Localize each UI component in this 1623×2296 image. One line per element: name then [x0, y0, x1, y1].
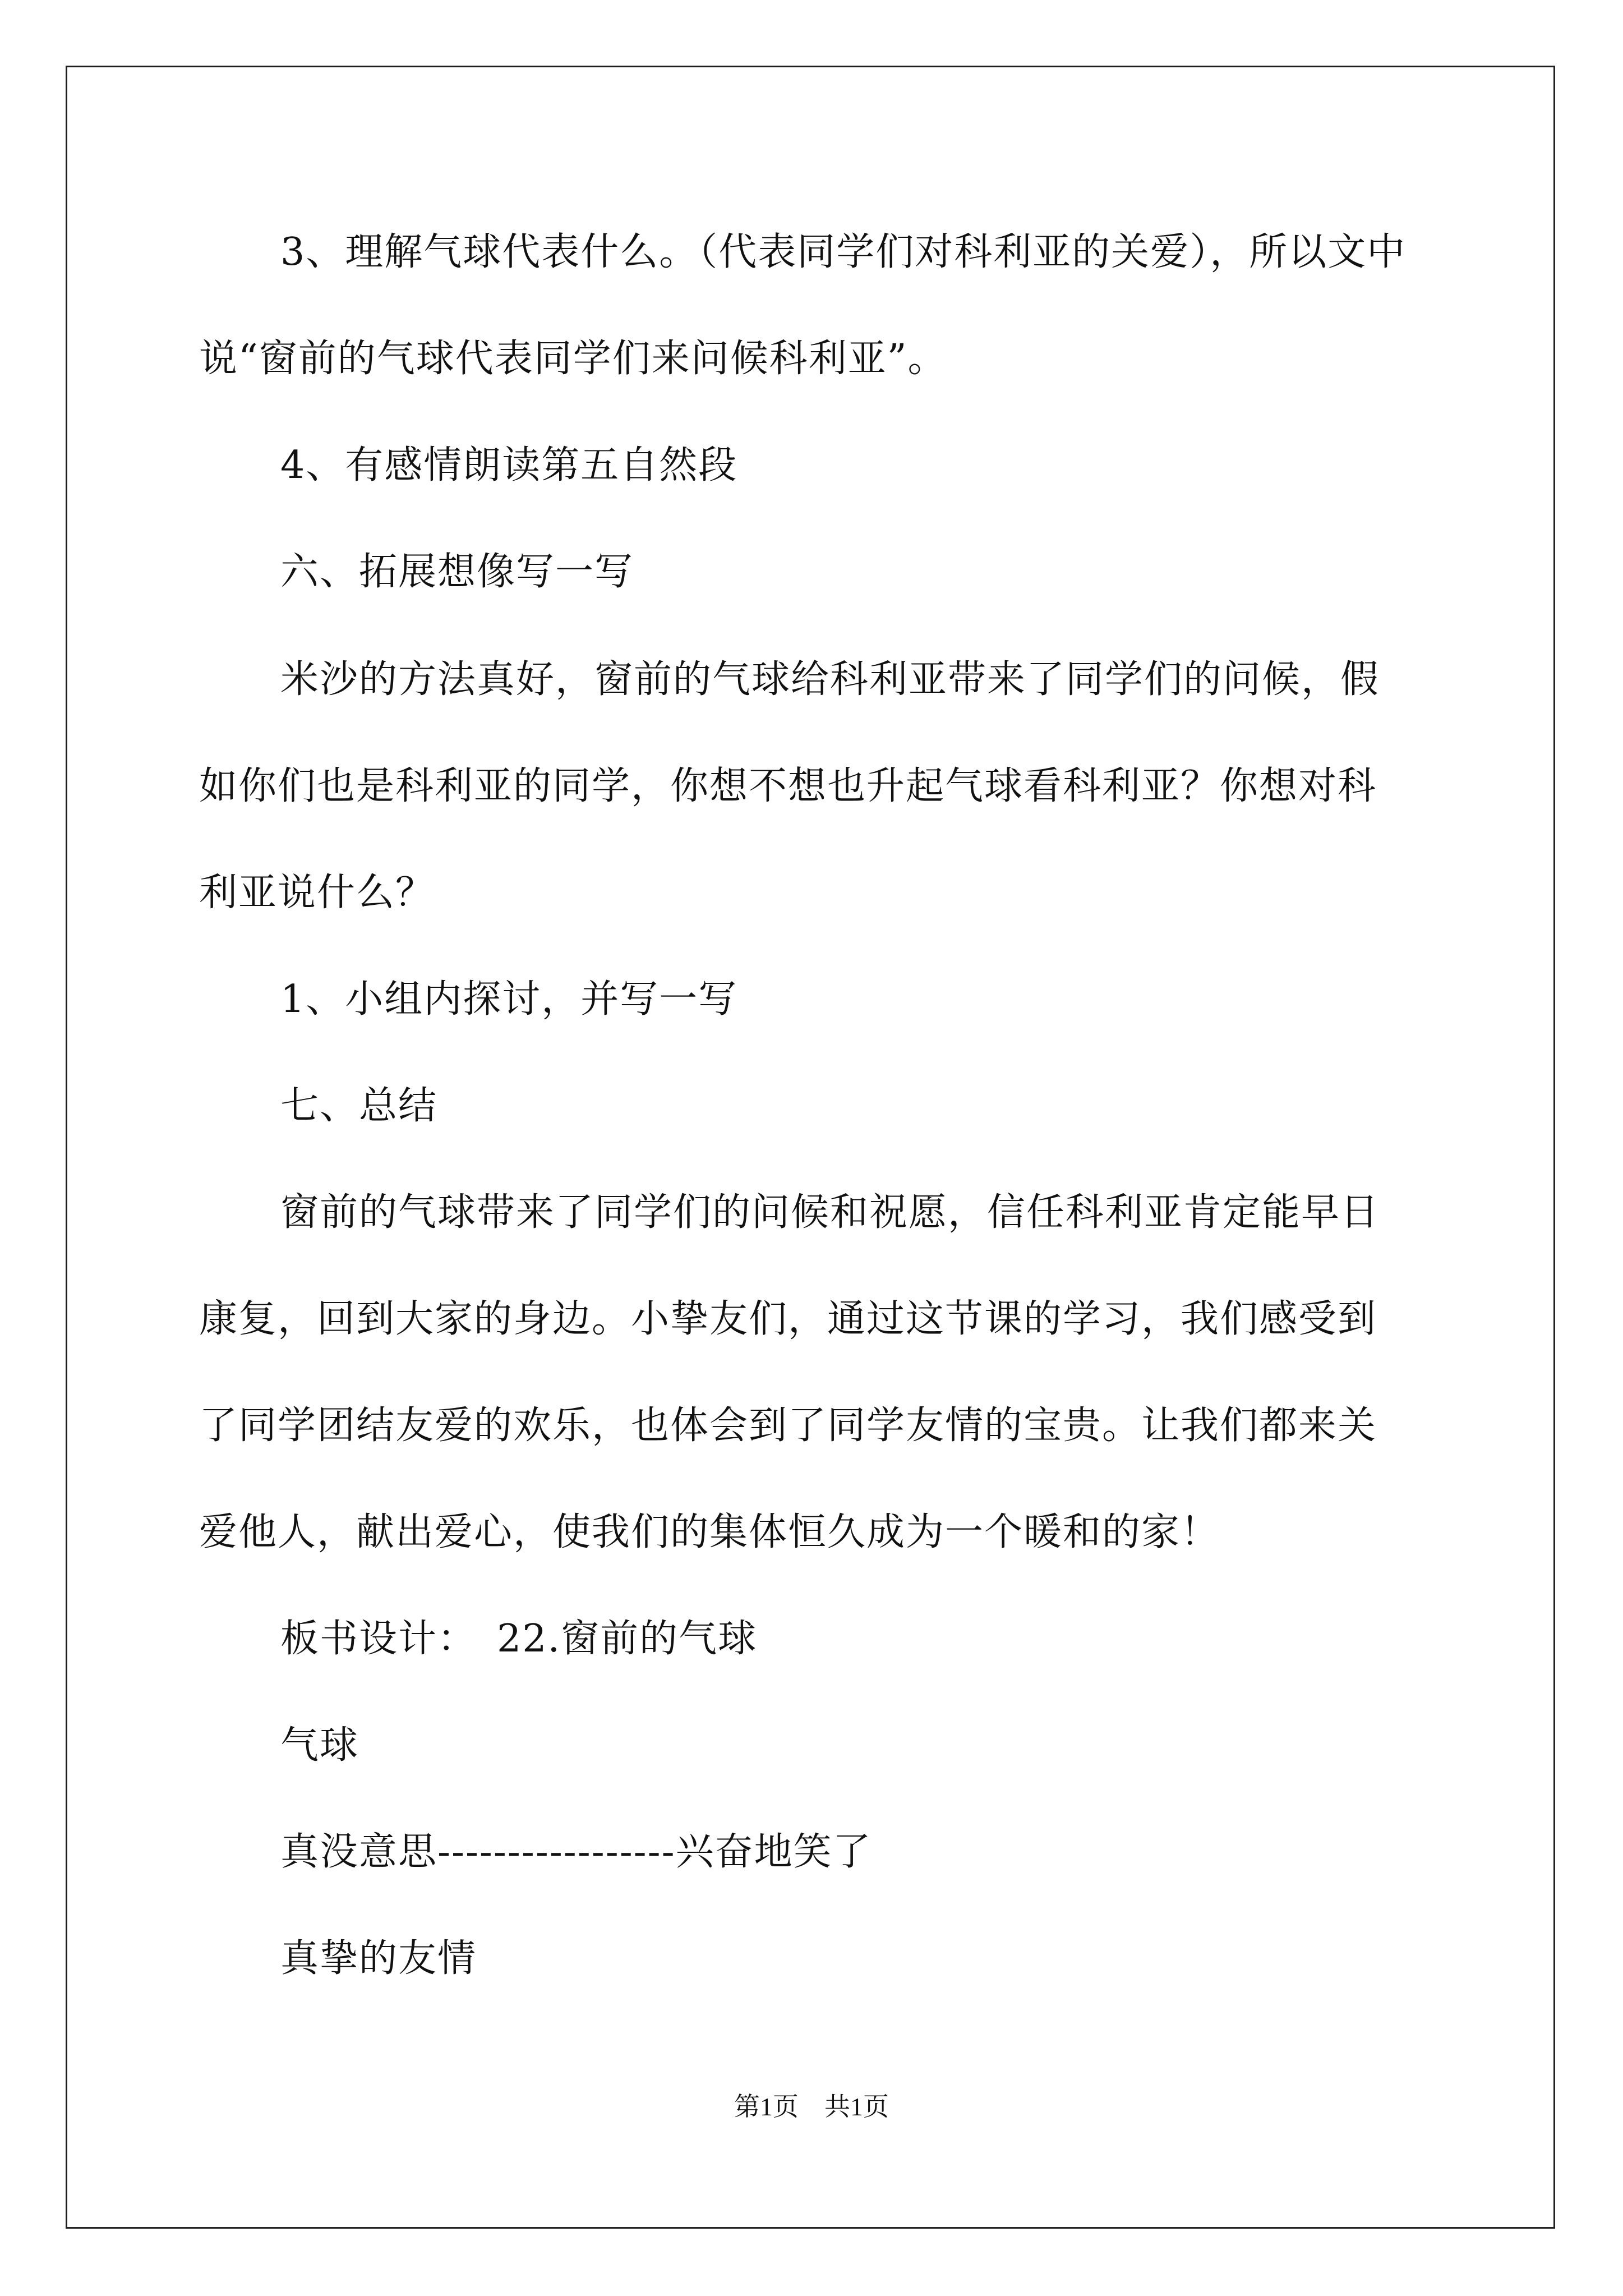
board-design-item-balloon: 气球	[280, 1723, 359, 1768]
board-design-item-friendship: 真挚的友情	[280, 1936, 477, 1981]
board-design-item-contrast: 真没意思-----------------兴奋地笑了	[280, 1830, 872, 1874]
page-number-footer: 第1页 共1页	[734, 2092, 889, 2121]
page-border	[66, 66, 1555, 2229]
paragraph-5-line-1: 1、小组内探讨，并写一写	[280, 977, 738, 1022]
paragraph-7-line-4: 爱他人，献出爱心，使我们的集体恒久成为一个暖和的家！	[199, 1510, 1220, 1554]
paragraph-7-line-3: 了同学团结友爱的欢乐，也体会到了同学友情的宝贵。让我们都来关	[199, 1404, 1377, 1448]
paragraph-1-line-2: 说“窗前的气球代表同学们来问候科利亚”。	[199, 337, 947, 381]
board-design-title: 板书设计： 22.窗前的气球	[280, 1617, 758, 1661]
paragraph-7-line-2: 康复，回到大家的身边。小挚友们，通过这节课的学习，我们感受到	[199, 1297, 1377, 1341]
paragraph-7-line-1: 窗前的气球带来了同学们的问候和祝愿，信任科利亚肯定能早日	[280, 1190, 1380, 1235]
section-heading-7: 七、总结	[280, 1084, 438, 1128]
paragraph-4-line-2: 如你们也是科利亚的同学，你想不想也升起气球看科利亚？你想对科	[199, 764, 1377, 808]
section-heading-6: 六、拓展想像写一写	[280, 550, 634, 594]
paragraph-1-line-1: 3、理解气球代表什么。（代表同学们对科利亚的关爱），所以文中	[280, 230, 1407, 274]
paragraph-4-line-1: 米沙的方法真好，窗前的气球给科利亚带来了同学们的问候，假	[280, 657, 1380, 702]
paragraph-4-line-3: 利亚说什么？	[199, 871, 435, 915]
paragraph-2-line-1: 4、有感情朗读第五自然段	[280, 443, 738, 487]
